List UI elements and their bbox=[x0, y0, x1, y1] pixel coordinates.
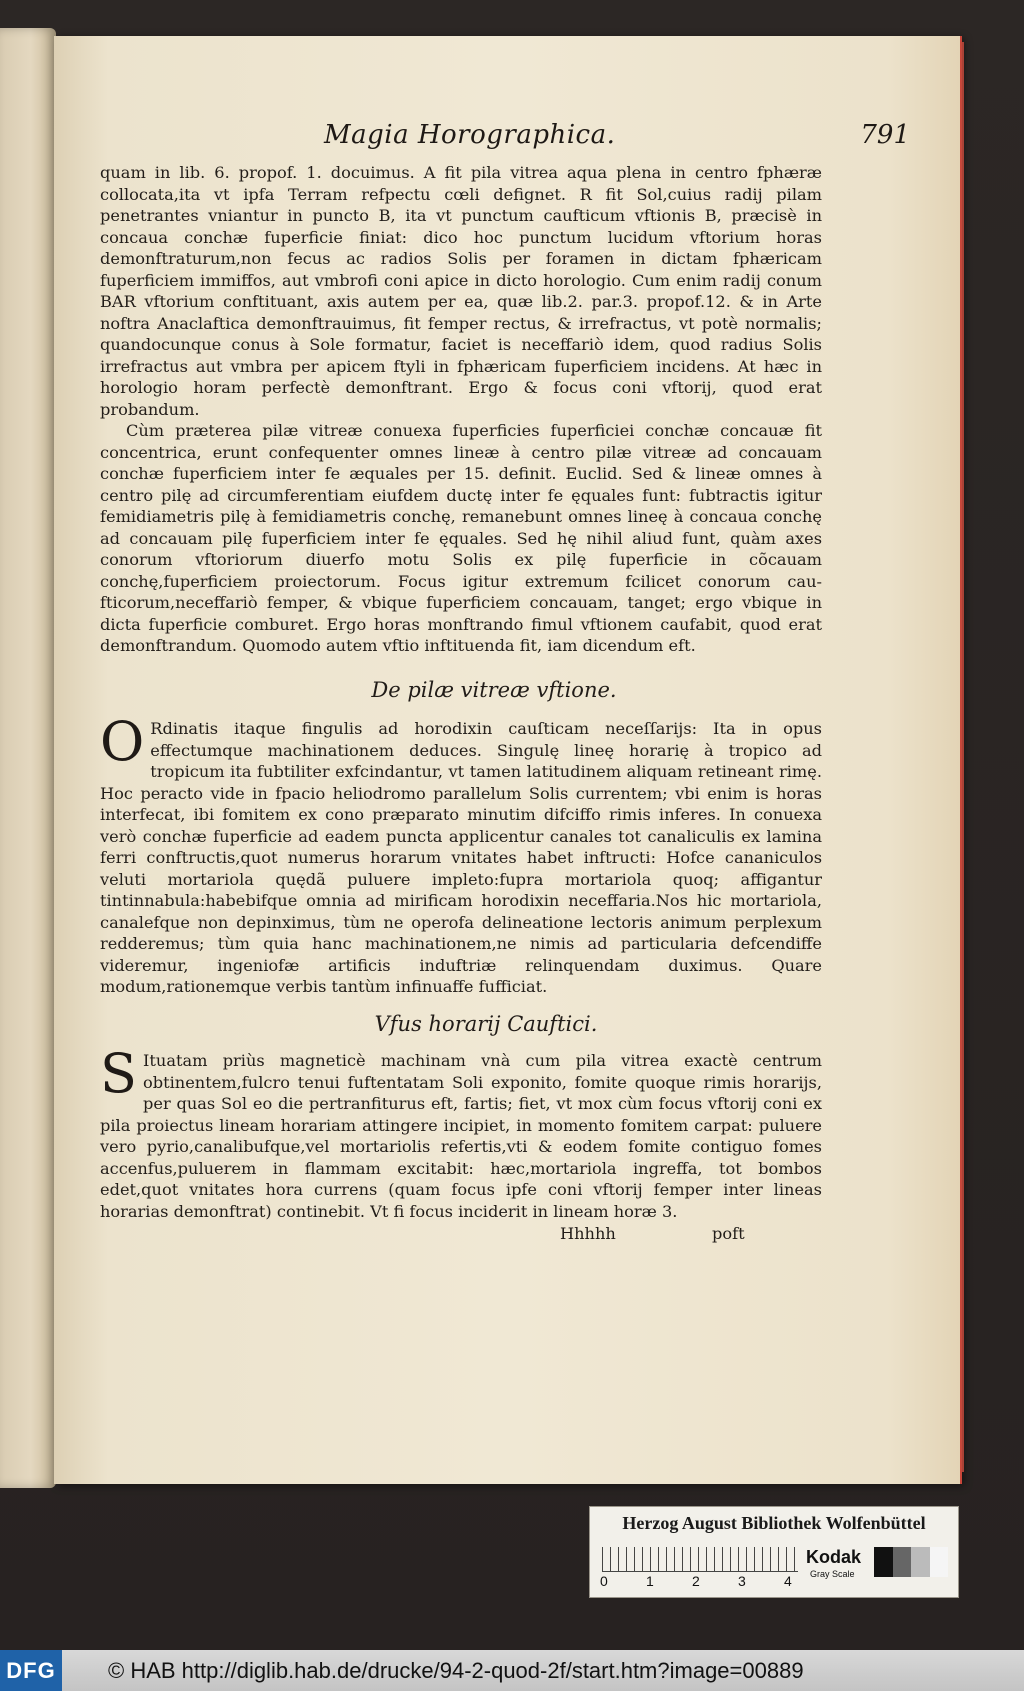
paragraph bbox=[100, 710, 822, 998]
scale-number: 2 bbox=[692, 1573, 700, 1589]
library-label bbox=[589, 1506, 959, 1598]
running-head bbox=[54, 120, 960, 160]
signature-mark: Hhhhh bbox=[560, 1224, 616, 1243]
gray-scale-patches bbox=[874, 1547, 948, 1577]
paragraph-text: Ituatam priùs magneticè machinam vnà cum pila vitrea exactè centrum obtinentem,fulcro tenui fuftentatam Soli exponito, fomite quoque rimis horarijs, per quas Sol eo die pertranfiturus eft, fartis; fiet, vt mox cùm focus vftorij coni ex pila proiectus lineam horariam attingere incipiet, in momento fomitem carpat: puluere vero pyrio,canalibufque,vel mortariolis refertis,vti & eodem fomite contiguo fomes accenfus,puluerem in flammam excitabit: hæc,mortariola ingreffa, tot bombos edet,quot vnitates hora currens (quam focus ipfe coni vftorij femper inter lineas horarias demonftrat) continebit. Vt fi focus inciderit in lineam horæ 3. bbox=[100, 1051, 822, 1221]
scale-number: 3 bbox=[738, 1573, 746, 1589]
ruler-scale bbox=[602, 1547, 798, 1572]
drop-capital: S bbox=[100, 1042, 137, 1105]
kodak-brand: Kodak bbox=[806, 1547, 862, 1567]
running-title: Magia Horographica. bbox=[324, 120, 616, 150]
catchword: poft bbox=[712, 1224, 745, 1243]
paragraph-text: Rdinatis itaque fingulis ad horodixin cauſticam neceſſarijs: Ita in opus effectumque machinationem deduces. Singulę lineę horarię à tropico ad tropicum ita fubtiliter exfcindantur, vt tamen latitudinem aliquam retineant rimę. Hoc peracto vide in fpacio heliodromo parallelum Solis currentem; vbi enim is horas interfecat, ibi fomitem ex cono præparato minutim difciffo rimis inferes. In conuexa verò conchæ fuperficie ad eadem puncta applicentur canales tot canaliculis ex lamina ferri conftructis,quot numerus horarum vnitates habet inftructi: Hofce cananiculos veluti mortariola quędã puluere impleto:fupra mortariola quoq; affigantur tintinnabula:habebifque omnia ad mirificam horodixin neceffaria.Nos hic mortariola, canalefque non depinximus, tùm ne operofa delineatione lectoris animum perplexum redderemus; tùm quia hanc machinationem,ne nimis ad particularia defcendiffe videremur, ingeniofæ artificis induftriæ relinquendam duximus. Quare modum,rationemque verbis tantùm infinuaffe fufficiat. bbox=[100, 719, 822, 996]
kodak-subtitle: Gray Scale bbox=[810, 1569, 855, 1579]
library-name: Herzog August Bibliothek Wolfenbüttel bbox=[622, 1513, 926, 1533]
scale-number: 0 bbox=[600, 1573, 608, 1589]
page-number: 791 bbox=[860, 120, 910, 150]
paragraph-block-3 bbox=[100, 1042, 822, 1222]
scale-number: 1 bbox=[646, 1573, 654, 1589]
drop-capital: O bbox=[100, 710, 145, 773]
dfg-logo: DFG bbox=[0, 1650, 62, 1691]
section-heading: Vfus horarij Cauftici. bbox=[374, 1012, 598, 1036]
section-heading: De pilæ vitreæ vftione. bbox=[371, 678, 617, 702]
copyright-url[interactable]: © HAB http://diglib.hab.de/drucke/94-2-quod-2f/start.htm?image=00889 bbox=[108, 1658, 804, 1683]
paragraph: quam in lib. 6. propof. 1. docuimus. A fit pila vitrea aqua plena in centro fphæræ collocata,ita vt ipfa Terram refpectu cœli defignet. R fit Sol,cuius radij pilam penetrantes vniantur in puncto B, ita vt punctum caufticum vftionis B, præcisè in concaua conchæ fuperficie finiat: dico hoc punctum lucidum vftorium horas demonftraturum,non fecus ac radios Solis per foramen in dictam fphæricam fuperficiem immiffos, aut vmbrofi coni apice in dicto horologio. Cum enim radij conum BAR vftorium conftituant, axis autem per ea, quæ lib.2. par.3. propof.12. & in Arte noftra Anaclaftica demonftrauimus, fit femper rectus, & irrefractus, vt potè normalis; quandocunque conus à Sole formatur, faciet is neceffariò idem, quod radius Solis irrefractus aut vmbra per apicem ftyli in fphæricam fuperficiem incidens. At hæc in horologio horam perfectè demonftrant. Ergo & focus coni vftorij, quod erat probandum. bbox=[100, 163, 822, 419]
paragraph bbox=[100, 1042, 822, 1222]
catchline bbox=[100, 1224, 822, 1246]
scale-number: 4 bbox=[784, 1573, 792, 1589]
paragraph: Cùm præterea pilæ vitreæ conuexa fuperficies fuperficiei conchæ concauæ fit concentrica, erunt confequenter omnes lineæ à centro pilæ vitreæ ad concauam conchæ fuperficiem inter fe æquales per 15. definit. Euclid. Sed & lineæ omnes à centro pilę ad circumferentiam eiufdem ductę inter fe ęquales funt: fubtractis igitur femidiametris pilę à femidiametris conchę, remanebunt omnes lineę à concaua conchę ad concauam pilę fuperficiem inter fe ęquales. Sed hę nihil aliud funt, quàm axes conorum vftoriorum diuerfo motu Solis ex pilę fuperficie in cõcauam conchę,fuperficiem proiectorum. Focus igitur extremum fcilicet conorum caufticorum,neceffariò femper, & vbique fuperficiem concauam, tanget; ergo vbique in dicta fuperficie comburet. Ergo horas monftrando fimul vftionem caufabit, quod erat demonftrandum. Quomodo autem vftio inftituenda fit, iam dicendum eft. bbox=[100, 421, 822, 655]
paragraph-block-1 bbox=[100, 162, 822, 657]
book-page bbox=[54, 36, 960, 1484]
paragraph-block-2 bbox=[100, 710, 822, 998]
footer-bar bbox=[0, 1650, 1024, 1691]
previous-page-edge bbox=[0, 28, 56, 1488]
